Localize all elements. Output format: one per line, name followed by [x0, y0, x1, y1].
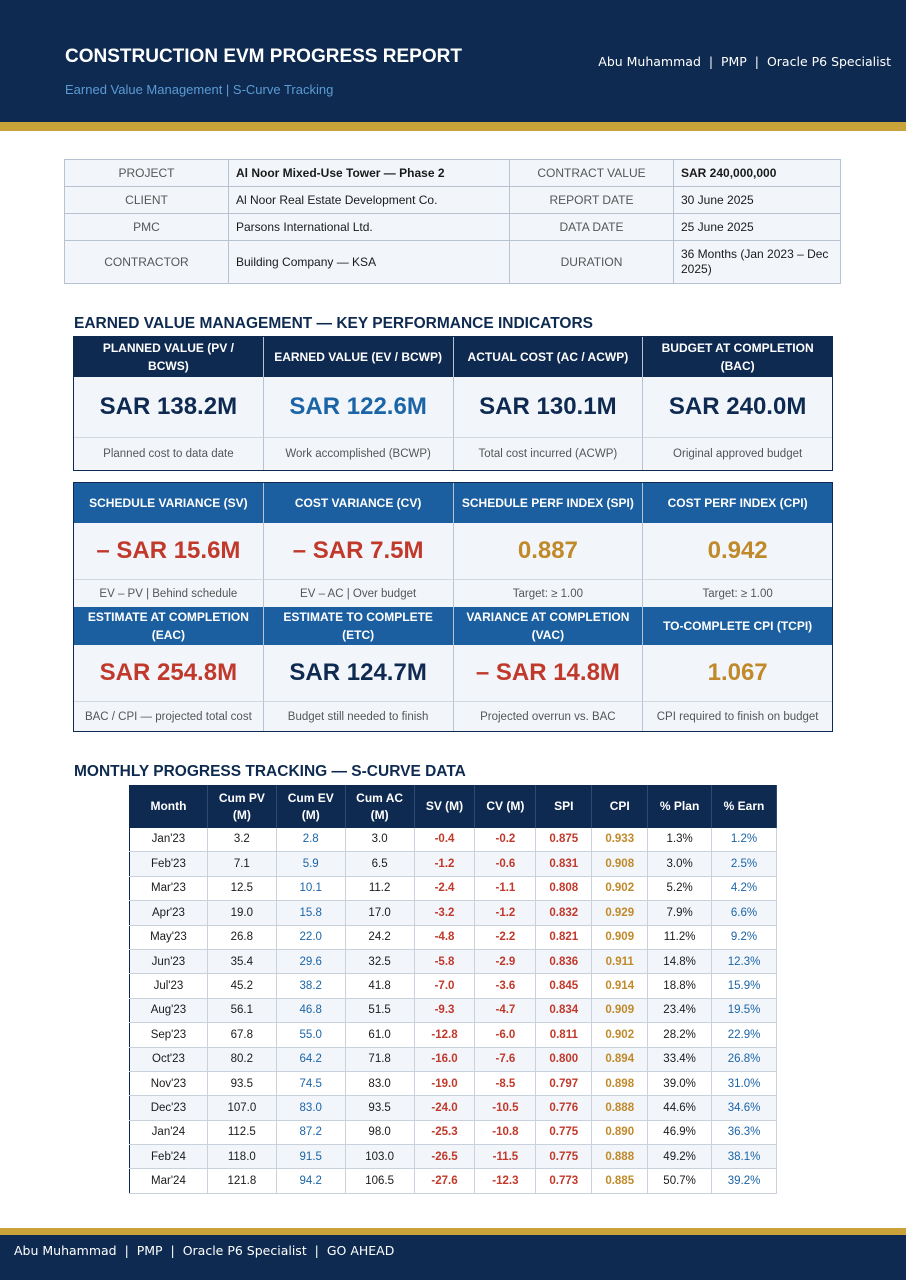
table-cell: 98.0: [345, 1120, 414, 1144]
kpi-header-ac: ACTUAL COST (AC / ACWP): [454, 337, 644, 377]
table-cell: 7.9%: [648, 901, 712, 925]
table-row: [130, 1023, 777, 1047]
kpi-section-title: EARNED VALUE MANAGEMENT — KEY PERFORMANCE INDICATORS: [74, 315, 593, 332]
table-cell: 87.2: [276, 1120, 345, 1144]
table-cell: 0.775: [536, 1145, 592, 1169]
table-cell: 29.6: [276, 949, 345, 973]
header-title-area: [65, 46, 462, 106]
table-cell: 0.773: [536, 1169, 592, 1193]
kpi-value-tcpi: 1.067: [643, 645, 832, 701]
monthly-progress-table: [129, 785, 777, 1194]
table-cell: 93.5: [207, 1071, 276, 1095]
table-cell: 33.4%: [648, 1047, 712, 1071]
footer-text: Abu Muhammad | PMP | Oracle P6 Specialist | GO AHEAD: [14, 1243, 395, 1258]
table-row: [130, 852, 777, 876]
table-cell: 0.808: [536, 876, 592, 900]
table-cell: 15.8: [276, 901, 345, 925]
table-cell: 0.929: [592, 901, 648, 925]
table-cell: 0.909: [592, 925, 648, 949]
info-value: Building Company — KSA: [229, 241, 510, 284]
table-cell: -0.4: [414, 828, 475, 852]
table-row: [130, 876, 777, 900]
table-cell: -3.6: [475, 974, 536, 998]
table-cell: -24.0: [414, 1096, 475, 1120]
table-cell: 6.5: [345, 852, 414, 876]
table-cell: -8.5: [475, 1071, 536, 1095]
table-cell: 35.4: [207, 949, 276, 973]
table-cell: 93.5: [345, 1096, 414, 1120]
table-cell: 46.9%: [648, 1120, 712, 1144]
kpi-value-eac: SAR 254.8M: [74, 645, 264, 701]
table-cell: 0.909: [592, 998, 648, 1022]
table-cell: 0.836: [536, 949, 592, 973]
table-row: [130, 1120, 777, 1144]
table-cell: 107.0: [207, 1096, 276, 1120]
table-cell: 50.7%: [648, 1169, 712, 1193]
info-row: [65, 241, 841, 284]
table-cell: Sep'23: [130, 1023, 208, 1047]
table-cell: 106.5: [345, 1169, 414, 1193]
table-cell: 0.902: [592, 876, 648, 900]
table-cell: -16.0: [414, 1047, 475, 1071]
kpi-value-bac: SAR 240.0M: [643, 377, 832, 437]
table-cell: 14.8%: [648, 949, 712, 973]
table-cell: Mar'23: [130, 876, 208, 900]
table-cell: -4.7: [475, 998, 536, 1022]
table-cell: -1.2: [475, 901, 536, 925]
info-label: PROJECT: [65, 160, 229, 187]
column-header: Month: [130, 786, 208, 828]
table-cell: 103.0: [345, 1145, 414, 1169]
report-subtitle: Earned Value Management | S-Curve Tracking: [65, 82, 334, 97]
info-value: Parsons International Ltd.: [229, 214, 510, 241]
kpi-value-pv: SAR 138.2M: [74, 377, 264, 437]
table-cell: Jun'23: [130, 949, 208, 973]
kpi-value-cv: – SAR 7.5M: [264, 523, 454, 579]
table-cell: 10.1: [276, 876, 345, 900]
table-cell: -12.3: [475, 1169, 536, 1193]
info-label: DURATION: [510, 241, 674, 284]
kpi-note-eac: BAC / CPI — projected total cost: [74, 701, 264, 731]
info-label: DATA DATE: [510, 214, 674, 241]
column-header: % Earn: [712, 786, 777, 828]
table-cell: 39.0%: [648, 1071, 712, 1095]
table-cell: 11.2%: [648, 925, 712, 949]
table-cell: Jan'23: [130, 828, 208, 852]
table-cell: -1.2: [414, 852, 475, 876]
table-cell: -0.6: [475, 852, 536, 876]
table-cell: 64.2: [276, 1047, 345, 1071]
table-cell: 17.0: [345, 901, 414, 925]
kpi-note-cv: EV – AC | Over budget: [264, 579, 454, 607]
kpi-block-primary: [73, 336, 833, 471]
table-cell: 83.0: [276, 1096, 345, 1120]
table-cell: -0.2: [475, 828, 536, 852]
column-header: SPI: [536, 786, 592, 828]
table-cell: 41.8: [345, 974, 414, 998]
table-cell: -3.2: [414, 901, 475, 925]
info-label: REPORT DATE: [510, 187, 674, 214]
kpi-note-bac: Original approved budget: [643, 437, 832, 470]
table-cell: 91.5: [276, 1145, 345, 1169]
table-cell: 0.888: [592, 1096, 648, 1120]
table-cell: 22.9%: [712, 1023, 777, 1047]
kpi-header-ev: EARNED VALUE (EV / BCWP): [264, 337, 454, 377]
report-footer: [0, 1235, 906, 1280]
table-cell: -2.2: [475, 925, 536, 949]
info-value: 25 June 2025: [674, 214, 841, 241]
table-cell: 19.5%: [712, 998, 777, 1022]
table-row: [130, 1071, 777, 1095]
info-label: CONTRACT VALUE: [510, 160, 674, 187]
table-cell: 0.914: [592, 974, 648, 998]
table-cell: 0.875: [536, 828, 592, 852]
table-row: [130, 1169, 777, 1193]
table-cell: 0.933: [592, 828, 648, 852]
table-cell: 5.2%: [648, 876, 712, 900]
table-cell: 0.888: [592, 1145, 648, 1169]
table-cell: 0.885: [592, 1169, 648, 1193]
table-cell: 0.898: [592, 1071, 648, 1095]
kpi-note-cpi: Target: ≥ 1.00: [643, 579, 832, 607]
table-cell: -6.0: [475, 1023, 536, 1047]
table-cell: 0.902: [592, 1023, 648, 1047]
table-cell: 83.0: [345, 1071, 414, 1095]
table-cell: Apr'23: [130, 901, 208, 925]
table-row: [130, 828, 777, 852]
table-cell: 11.2: [345, 876, 414, 900]
table-cell: 24.2: [345, 925, 414, 949]
info-value: SAR 240,000,000: [674, 160, 841, 187]
table-cell: 1.2%: [712, 828, 777, 852]
report-title: CONSTRUCTION EVM PROGRESS REPORT: [65, 46, 462, 67]
kpi-value-ac: SAR 130.1M: [454, 377, 644, 437]
table-cell: 34.6%: [712, 1096, 777, 1120]
table-cell: -4.8: [414, 925, 475, 949]
table-cell: 0.890: [592, 1120, 648, 1144]
table-cell: -10.8: [475, 1120, 536, 1144]
table-cell: 38.2: [276, 974, 345, 998]
kpi-header-spi: SCHEDULE PERF INDEX (SPI): [454, 483, 644, 523]
table-cell: 0.908: [592, 852, 648, 876]
kpi-header-bac: BUDGET AT COMPLETION (BAC): [643, 337, 832, 377]
table-cell: 1.3%: [648, 828, 712, 852]
table-cell: Jan'24: [130, 1120, 208, 1144]
info-label: CONTRACTOR: [65, 241, 229, 284]
table-cell: 39.2%: [712, 1169, 777, 1193]
table-cell: 2.5%: [712, 852, 777, 876]
table-cell: -12.8: [414, 1023, 475, 1047]
kpi-value-vac: – SAR 14.8M: [454, 645, 644, 701]
kpi-note-tcpi: CPI required to finish on budget: [643, 701, 832, 731]
table-cell: 0.832: [536, 901, 592, 925]
info-label: CLIENT: [65, 187, 229, 214]
table-cell: May'23: [130, 925, 208, 949]
kpi-note-vac: Projected overrun vs. BAC: [454, 701, 644, 731]
table-cell: 56.1: [207, 998, 276, 1022]
report-header: [0, 0, 906, 122]
table-header-row: [130, 786, 777, 828]
table-cell: -25.3: [414, 1120, 475, 1144]
kpi-note-ev: Work accomplished (BCWP): [264, 437, 454, 470]
kpi-header-tcpi: TO-COMPLETE CPI (TCPI): [643, 607, 832, 645]
column-header: Cum AC (M): [345, 786, 414, 828]
kpi-block-secondary: [73, 482, 833, 732]
table-cell: 0.821: [536, 925, 592, 949]
info-row: [65, 187, 841, 214]
table-cell: Feb'24: [130, 1145, 208, 1169]
kpi-header-cv: COST VARIANCE (CV): [264, 483, 454, 523]
table-cell: 74.5: [276, 1071, 345, 1095]
table-cell: 121.8: [207, 1169, 276, 1193]
table-cell: -11.5: [475, 1145, 536, 1169]
column-header: Cum EV (M): [276, 786, 345, 828]
table-cell: 32.5: [345, 949, 414, 973]
table-cell: 0.775: [536, 1120, 592, 1144]
table-cell: 118.0: [207, 1145, 276, 1169]
table-cell: 45.2: [207, 974, 276, 998]
table-cell: 12.3%: [712, 949, 777, 973]
kpi-header-etc: ESTIMATE TO COMPLETE (ETC): [264, 607, 454, 645]
info-value: Al Noor Real Estate Development Co.: [229, 187, 510, 214]
kpi-note-etc: Budget still needed to finish: [264, 701, 454, 731]
table-cell: 46.8: [276, 998, 345, 1022]
table-cell: -27.6: [414, 1169, 475, 1193]
info-value: 30 June 2025: [674, 187, 841, 214]
table-row: [130, 1047, 777, 1071]
kpi-header-vac: VARIANCE AT COMPLETION (VAC): [454, 607, 644, 645]
table-cell: 3.0: [345, 828, 414, 852]
table-cell: -9.3: [414, 998, 475, 1022]
table-cell: 36.3%: [712, 1120, 777, 1144]
table-cell: 44.6%: [648, 1096, 712, 1120]
table-cell: 0.797: [536, 1071, 592, 1095]
table-cell: 9.2%: [712, 925, 777, 949]
table-cell: 18.8%: [648, 974, 712, 998]
table-cell: 94.2: [276, 1169, 345, 1193]
table-cell: 31.0%: [712, 1071, 777, 1095]
table-cell: 0.911: [592, 949, 648, 973]
table-cell: 0.776: [536, 1096, 592, 1120]
table-cell: -7.0: [414, 974, 475, 998]
column-header: Cum PV (M): [207, 786, 276, 828]
table-cell: 67.8: [207, 1023, 276, 1047]
kpi-header-sv: SCHEDULE VARIANCE (SV): [74, 483, 264, 523]
table-cell: 12.5: [207, 876, 276, 900]
kpi-note-ac: Total cost incurred (ACWP): [454, 437, 644, 470]
table-cell: Mar'24: [130, 1169, 208, 1193]
table-cell: 0.894: [592, 1047, 648, 1071]
table-cell: Oct'23: [130, 1047, 208, 1071]
table-cell: 61.0: [345, 1023, 414, 1047]
table-cell: Nov'23: [130, 1071, 208, 1095]
table-cell: 0.831: [536, 852, 592, 876]
kpi-note-pv: Planned cost to data date: [74, 437, 264, 470]
table-cell: 4.2%: [712, 876, 777, 900]
table-cell: 112.5: [207, 1120, 276, 1144]
info-row: [65, 160, 841, 187]
table-cell: 2.8: [276, 828, 345, 852]
monthly-section-title: MONTHLY PROGRESS TRACKING — S-CURVE DATA: [74, 763, 466, 780]
kpi-value-etc: SAR 124.7M: [264, 645, 454, 701]
table-cell: 49.2%: [648, 1145, 712, 1169]
table-row: [130, 998, 777, 1022]
info-value: 36 Months (Jan 2023 – Dec 2025): [674, 241, 841, 284]
info-value: Al Noor Mixed-Use Tower — Phase 2: [229, 160, 510, 187]
kpi-value-sv: – SAR 15.6M: [74, 523, 264, 579]
table-cell: 5.9: [276, 852, 345, 876]
column-header: CV (M): [475, 786, 536, 828]
table-row: [130, 1145, 777, 1169]
table-cell: -7.6: [475, 1047, 536, 1071]
column-header: % Plan: [648, 786, 712, 828]
table-cell: 28.2%: [648, 1023, 712, 1047]
table-cell: 7.1: [207, 852, 276, 876]
table-cell: -1.1: [475, 876, 536, 900]
header-gold-bar-left: [0, 122, 317, 131]
table-cell: 38.1%: [712, 1145, 777, 1169]
table-cell: Feb'23: [130, 852, 208, 876]
table-cell: 71.8: [345, 1047, 414, 1071]
table-row: [130, 949, 777, 973]
info-label: PMC: [65, 214, 229, 241]
table-cell: Dec'23: [130, 1096, 208, 1120]
table-cell: 15.9%: [712, 974, 777, 998]
header-gold-bar-right: [317, 122, 906, 131]
column-header: CPI: [592, 786, 648, 828]
footer-gold-bar: [0, 1228, 906, 1235]
kpi-note-spi: Target: ≥ 1.00: [454, 579, 644, 607]
kpi-note-sv: EV – PV | Behind schedule: [74, 579, 264, 607]
column-header: SV (M): [414, 786, 475, 828]
table-cell: -19.0: [414, 1071, 475, 1095]
header-author: Abu Muhammad | PMP | Oracle P6 Specialist: [598, 54, 891, 69]
table-cell: Jul'23: [130, 974, 208, 998]
table-cell: 26.8: [207, 925, 276, 949]
kpi-header-pv: PLANNED VALUE (PV / BCWS): [74, 337, 264, 377]
table-cell: 19.0: [207, 901, 276, 925]
table-cell: 3.2: [207, 828, 276, 852]
table-row: [130, 974, 777, 998]
table-cell: 23.4%: [648, 998, 712, 1022]
table-row: [130, 1096, 777, 1120]
table-cell: -26.5: [414, 1145, 475, 1169]
table-cell: 0.800: [536, 1047, 592, 1071]
table-cell: 26.8%: [712, 1047, 777, 1071]
table-cell: -2.4: [414, 876, 475, 900]
info-row: [65, 214, 841, 241]
table-row: [130, 925, 777, 949]
table-cell: 22.0: [276, 925, 345, 949]
table-row: [130, 901, 777, 925]
project-info-table: [64, 159, 841, 284]
table-cell: Aug'23: [130, 998, 208, 1022]
table-cell: 80.2: [207, 1047, 276, 1071]
kpi-header-cpi: COST PERF INDEX (CPI): [643, 483, 832, 523]
table-cell: -2.9: [475, 949, 536, 973]
table-cell: 51.5: [345, 998, 414, 1022]
table-cell: -5.8: [414, 949, 475, 973]
table-cell: 55.0: [276, 1023, 345, 1047]
kpi-value-cpi: 0.942: [643, 523, 832, 579]
table-cell: 0.834: [536, 998, 592, 1022]
table-cell: 0.811: [536, 1023, 592, 1047]
table-cell: 0.845: [536, 974, 592, 998]
table-cell: -10.5: [475, 1096, 536, 1120]
kpi-value-spi: 0.887: [454, 523, 644, 579]
kpi-header-eac: ESTIMATE AT COMPLETION (EAC): [74, 607, 264, 645]
table-cell: 3.0%: [648, 852, 712, 876]
kpi-value-ev: SAR 122.6M: [264, 377, 454, 437]
table-cell: 6.6%: [712, 901, 777, 925]
